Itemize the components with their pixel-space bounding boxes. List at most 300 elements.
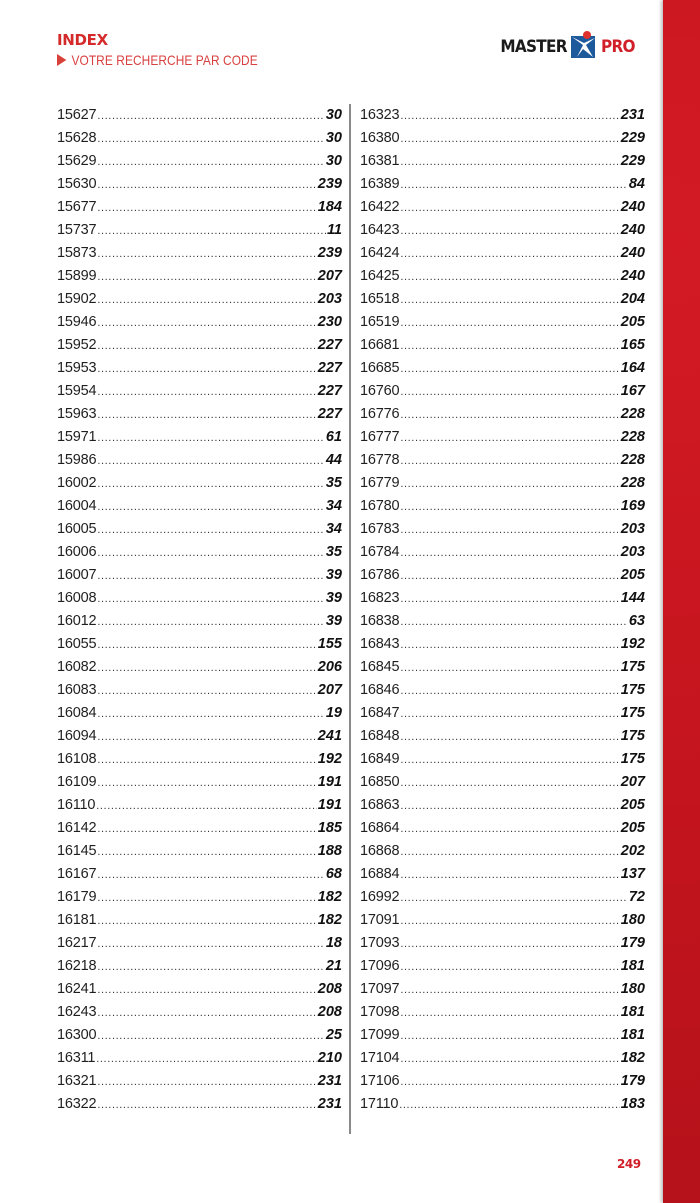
- index-entry: [360, 265, 645, 288]
- page-reference: 228: [620, 475, 645, 491]
- page-number: 249: [617, 1157, 641, 1171]
- page-reference: 181: [620, 1027, 645, 1043]
- index-entry: [57, 311, 342, 334]
- index-entry: [57, 748, 342, 771]
- index-entry: [360, 794, 645, 817]
- code-index: [0, 104, 663, 1134]
- page-reference: 25: [325, 1027, 342, 1043]
- page-reference: 34: [325, 498, 342, 514]
- index-entry: [360, 610, 645, 633]
- page-reference: 192: [620, 636, 645, 652]
- dot-leader: [97, 243, 316, 266]
- product-code: 16322: [57, 1096, 97, 1112]
- product-code: 16843: [360, 636, 400, 652]
- page-reference: 72: [628, 889, 645, 905]
- product-code: 16846: [360, 682, 400, 698]
- page-reference: 19: [325, 705, 342, 721]
- dot-leader: [400, 1048, 619, 1071]
- dot-leader: [400, 818, 619, 841]
- index-entry: [360, 104, 645, 127]
- index-column-right: [360, 104, 645, 1116]
- page-reference: 155: [317, 636, 342, 652]
- page-title: INDEX: [57, 31, 108, 49]
- product-code: 16681: [360, 337, 400, 353]
- dot-leader: [400, 312, 619, 335]
- page-reference: 203: [620, 544, 645, 560]
- page-reference: 84: [628, 176, 645, 192]
- product-code: 16685: [360, 360, 400, 376]
- brand-logo: [493, 36, 638, 58]
- dot-leader: [400, 151, 619, 174]
- product-code: 15986: [57, 452, 97, 468]
- page-reference: 241: [317, 728, 342, 744]
- product-code: 16823: [360, 590, 400, 606]
- index-entry: [57, 886, 342, 909]
- index-entry: [57, 127, 342, 150]
- page-reference: 231: [317, 1096, 342, 1112]
- index-entry: [57, 817, 342, 840]
- product-code: 16110: [57, 797, 96, 813]
- page-reference: 227: [317, 406, 342, 422]
- product-code: 15677: [57, 199, 97, 215]
- dot-leader: [97, 427, 325, 450]
- page-reference: 175: [620, 659, 645, 675]
- column-divider: [349, 104, 351, 1134]
- index-entry: [57, 357, 342, 380]
- page-reference: 184: [317, 199, 342, 215]
- product-code: 16779: [360, 475, 400, 491]
- page-reference: 164: [620, 360, 645, 376]
- dot-leader: [97, 1071, 316, 1094]
- page-reference: 228: [620, 406, 645, 422]
- dot-leader: [96, 1048, 317, 1071]
- index-entry: [57, 955, 342, 978]
- page-reference: 181: [620, 1004, 645, 1020]
- page-reference: 227: [317, 337, 342, 353]
- dot-leader: [97, 1002, 316, 1025]
- dot-leader: [400, 519, 619, 542]
- product-code: 16786: [360, 567, 400, 583]
- product-code: 17106: [360, 1073, 400, 1089]
- page-reference: 35: [325, 475, 342, 491]
- index-entry: [360, 242, 645, 265]
- index-entry: [57, 495, 342, 518]
- product-code: 15629: [57, 153, 97, 169]
- play-triangle-icon: [57, 54, 66, 66]
- index-entry: [57, 1024, 342, 1047]
- index-entry: [57, 288, 342, 311]
- product-code: 16218: [57, 958, 97, 974]
- product-code: 16778: [360, 452, 400, 468]
- dot-leader: [400, 611, 628, 634]
- product-code: 17104: [360, 1050, 400, 1066]
- page-reference: 61: [325, 429, 342, 445]
- product-code: 16863: [360, 797, 400, 813]
- product-code: 16108: [57, 751, 97, 767]
- product-code: 16321: [57, 1073, 97, 1089]
- product-code: 17098: [360, 1004, 400, 1020]
- product-code: 17099: [360, 1027, 400, 1043]
- product-code: 15873: [57, 245, 97, 261]
- page-reference: 205: [620, 820, 645, 836]
- index-entry: [57, 403, 342, 426]
- product-code: 17096: [360, 958, 400, 974]
- index-entry: [57, 863, 342, 886]
- dot-leader: [400, 1071, 619, 1094]
- dot-leader: [97, 197, 316, 220]
- index-entry: [57, 679, 342, 702]
- page-reference: 240: [620, 222, 645, 238]
- index-entry: [57, 265, 342, 288]
- index-entry: [360, 1024, 645, 1047]
- page-reference: 144: [620, 590, 645, 606]
- index-entry: [360, 288, 645, 311]
- index-entry: [57, 541, 342, 564]
- dot-leader: [400, 450, 619, 473]
- product-code: 16055: [57, 636, 97, 652]
- product-code: 15627: [57, 107, 97, 123]
- dot-leader: [97, 220, 326, 243]
- dot-leader: [97, 358, 316, 381]
- product-code: 15971: [57, 429, 97, 445]
- product-code: 17091: [360, 912, 400, 928]
- page-reference: 169: [620, 498, 645, 514]
- product-code: 16783: [360, 521, 400, 537]
- product-code: 16884: [360, 866, 400, 882]
- page-reference: 240: [620, 268, 645, 284]
- index-entry: [360, 311, 645, 334]
- dot-leader: [97, 174, 316, 197]
- page-reference: 175: [620, 682, 645, 698]
- product-code: 16004: [57, 498, 97, 514]
- dot-leader: [400, 427, 619, 450]
- index-entry: [360, 357, 645, 380]
- dot-leader: [400, 956, 619, 979]
- page-reference: 34: [325, 521, 342, 537]
- dot-leader: [97, 519, 325, 542]
- product-code: 16094: [57, 728, 97, 744]
- page-reference: 206: [317, 659, 342, 675]
- page-reference: 179: [620, 1073, 645, 1089]
- product-code: 15952: [57, 337, 97, 353]
- product-code: 15902: [57, 291, 97, 307]
- product-code: 16776: [360, 406, 400, 422]
- dot-leader: [400, 197, 619, 220]
- product-code: 16084: [57, 705, 97, 721]
- index-entry: [57, 449, 342, 472]
- product-code: 16777: [360, 429, 400, 445]
- page-reference: 35: [325, 544, 342, 560]
- index-entry: [360, 725, 645, 748]
- dot-leader: [400, 381, 619, 404]
- index-entry: [57, 242, 342, 265]
- logo-text-pro: PRO: [600, 37, 635, 57]
- star-person-emblem-icon: [569, 30, 599, 58]
- index-entry: [360, 1001, 645, 1024]
- index-entry: [360, 380, 645, 403]
- logo-text-master: MASTER: [500, 37, 567, 57]
- dot-leader: [400, 910, 619, 933]
- dot-leader: [400, 841, 619, 864]
- index-entry: [360, 426, 645, 449]
- index-entry: [57, 426, 342, 449]
- index-entry: [360, 541, 645, 564]
- dot-leader: [400, 174, 628, 197]
- product-code: 15628: [57, 130, 97, 146]
- product-code: 16181: [57, 912, 97, 928]
- dot-leader: [97, 1025, 325, 1048]
- dot-leader: [400, 887, 628, 910]
- index-entry: [360, 978, 645, 1001]
- dot-leader: [97, 496, 325, 519]
- product-code: 15953: [57, 360, 97, 376]
- index-entry: [57, 173, 342, 196]
- index-entry: [360, 1047, 645, 1070]
- page-reference: 175: [620, 751, 645, 767]
- dot-leader: [400, 657, 619, 680]
- page-reference: 30: [325, 153, 342, 169]
- page-reference: 203: [620, 521, 645, 537]
- page-reference: 191: [317, 774, 342, 790]
- dot-leader: [399, 1094, 620, 1117]
- product-code: 15630: [57, 176, 97, 192]
- index-entry: [360, 886, 645, 909]
- dot-leader: [97, 335, 316, 358]
- dot-leader: [400, 128, 619, 151]
- dot-leader: [400, 473, 619, 496]
- dot-leader: [400, 680, 619, 703]
- dot-leader: [400, 864, 619, 887]
- index-entry: [57, 840, 342, 863]
- dot-leader: [97, 542, 325, 565]
- product-code: 16005: [57, 521, 97, 537]
- index-entry: [360, 748, 645, 771]
- dot-leader: [400, 703, 619, 726]
- page-reference: 208: [317, 981, 342, 997]
- dot-leader: [400, 565, 619, 588]
- page-reference: 231: [317, 1073, 342, 1089]
- dot-leader: [400, 772, 619, 795]
- dot-leader: [97, 726, 316, 749]
- dot-leader: [400, 266, 619, 289]
- page-reference: 205: [620, 797, 645, 813]
- product-code: 16002: [57, 475, 97, 491]
- index-entry: [57, 219, 342, 242]
- page-reference: 240: [620, 245, 645, 261]
- product-code: 15946: [57, 314, 97, 330]
- product-code: 16784: [360, 544, 400, 560]
- index-entry: [57, 1070, 342, 1093]
- product-code: 17093: [360, 935, 400, 951]
- dot-leader: [400, 358, 619, 381]
- index-entry: [57, 978, 342, 1001]
- page-reference: 180: [620, 981, 645, 997]
- page-reference: 239: [317, 245, 342, 261]
- index-entry: [360, 472, 645, 495]
- product-code: 15954: [57, 383, 97, 399]
- dot-leader: [97, 105, 325, 128]
- side-color-band: [663, 0, 700, 1203]
- dot-leader: [400, 726, 619, 749]
- index-entry: [360, 702, 645, 725]
- dot-leader: [400, 220, 619, 243]
- product-code: 15963: [57, 406, 97, 422]
- page-reference: 229: [620, 153, 645, 169]
- page-reference: 227: [317, 360, 342, 376]
- page-reference: 228: [620, 452, 645, 468]
- product-code: 16760: [360, 383, 400, 399]
- dot-leader: [97, 404, 316, 427]
- product-code: 17097: [360, 981, 400, 997]
- product-code: 16425: [360, 268, 400, 284]
- dot-leader: [400, 588, 619, 611]
- product-code: 16864: [360, 820, 400, 836]
- index-entry: [57, 150, 342, 173]
- page-reference: 30: [325, 130, 342, 146]
- index-entry: [57, 472, 342, 495]
- dot-leader: [97, 910, 316, 933]
- page-reference: 230: [317, 314, 342, 330]
- product-code: 17110: [360, 1096, 399, 1112]
- page-reference: 188: [317, 843, 342, 859]
- page-reference: 240: [620, 199, 645, 215]
- index-entry: [57, 702, 342, 725]
- product-code: 16145: [57, 843, 97, 859]
- page-reference: 44: [325, 452, 342, 468]
- page-reference: 18: [325, 935, 342, 951]
- index-entry: [57, 794, 342, 817]
- dot-leader: [400, 749, 619, 772]
- dot-leader: [400, 243, 619, 266]
- product-code: 16422: [360, 199, 400, 215]
- dot-leader: [400, 335, 619, 358]
- product-code: 16217: [57, 935, 97, 951]
- page-reference: 11: [326, 222, 342, 238]
- dot-leader: [97, 634, 316, 657]
- dot-leader: [97, 864, 325, 887]
- dot-leader: [97, 887, 316, 910]
- product-code: 16780: [360, 498, 400, 514]
- index-entry: [360, 1093, 645, 1116]
- product-code: 16167: [57, 866, 97, 882]
- index-entry: [57, 771, 342, 794]
- dot-leader: [97, 289, 316, 312]
- page-reference: 137: [620, 866, 645, 882]
- page-reference: 205: [620, 314, 645, 330]
- product-code: 16082: [57, 659, 97, 675]
- product-code: 16008: [57, 590, 97, 606]
- dot-leader: [400, 1002, 619, 1025]
- dot-leader: [97, 979, 316, 1002]
- index-entry: [360, 909, 645, 932]
- index-entry: [57, 909, 342, 932]
- dot-leader: [97, 450, 325, 473]
- dot-leader: [97, 473, 325, 496]
- page-reference: 207: [317, 268, 342, 284]
- product-code: 16323: [360, 107, 400, 123]
- page-reference: 185: [317, 820, 342, 836]
- page-reference: 165: [620, 337, 645, 353]
- page-reference: 205: [620, 567, 645, 583]
- page-reference: 68: [325, 866, 342, 882]
- index-entry: [360, 564, 645, 587]
- product-code: 16311: [57, 1050, 96, 1066]
- product-code: 16838: [360, 613, 400, 629]
- product-code: 16142: [57, 820, 97, 836]
- page-reference: 229: [620, 130, 645, 146]
- index-entry: [360, 633, 645, 656]
- index-entry: [360, 449, 645, 472]
- dot-leader: [97, 841, 316, 864]
- product-code: 16006: [57, 544, 97, 560]
- dot-leader: [400, 1025, 619, 1048]
- page-reference: 231: [620, 107, 645, 123]
- page-reference: 192: [317, 751, 342, 767]
- dot-leader: [400, 795, 619, 818]
- dot-leader: [97, 565, 325, 588]
- dot-leader: [400, 496, 619, 519]
- index-entry: [360, 219, 645, 242]
- index-entry: [57, 1093, 342, 1116]
- product-code: 15899: [57, 268, 97, 284]
- dot-leader: [96, 795, 317, 818]
- dot-leader: [97, 818, 316, 841]
- page-reference: 39: [325, 613, 342, 629]
- page-reference: 208: [317, 1004, 342, 1020]
- dot-leader: [97, 657, 316, 680]
- product-code: 16083: [57, 682, 97, 698]
- index-entry: [57, 633, 342, 656]
- product-code: 15737: [57, 222, 97, 238]
- index-entry: [57, 725, 342, 748]
- page-reference: 239: [317, 176, 342, 192]
- dot-leader: [97, 381, 316, 404]
- dot-leader: [97, 312, 316, 335]
- index-entry: [57, 587, 342, 610]
- page-reference: 21: [325, 958, 342, 974]
- product-code: 16868: [360, 843, 400, 859]
- index-entry: [57, 564, 342, 587]
- page-reference: 203: [317, 291, 342, 307]
- page-reference: 167: [620, 383, 645, 399]
- index-entry: [57, 656, 342, 679]
- page-reference: 39: [325, 590, 342, 606]
- dot-leader: [97, 1094, 316, 1117]
- dot-leader: [400, 404, 619, 427]
- page-reference: 39: [325, 567, 342, 583]
- index-entry: [57, 196, 342, 219]
- section-subtitle: [57, 52, 258, 68]
- subtitle-text: VOTRE RECHERCHE PAR CODE: [71, 52, 258, 68]
- index-entry: [360, 150, 645, 173]
- index-entry: [360, 932, 645, 955]
- dot-leader: [97, 749, 316, 772]
- product-code: 16007: [57, 567, 97, 583]
- index-entry: [360, 817, 645, 840]
- page-reference: 182: [317, 912, 342, 928]
- dot-leader: [97, 128, 325, 151]
- index-entry: [360, 863, 645, 886]
- dot-leader: [97, 588, 325, 611]
- page-reference: 204: [620, 291, 645, 307]
- page-reference: 210: [317, 1050, 342, 1066]
- dot-leader: [97, 933, 325, 956]
- dot-leader: [97, 772, 316, 795]
- page-header: [57, 31, 293, 68]
- product-code: 16381: [360, 153, 400, 169]
- dot-leader: [400, 979, 619, 1002]
- index-entry: [360, 1070, 645, 1093]
